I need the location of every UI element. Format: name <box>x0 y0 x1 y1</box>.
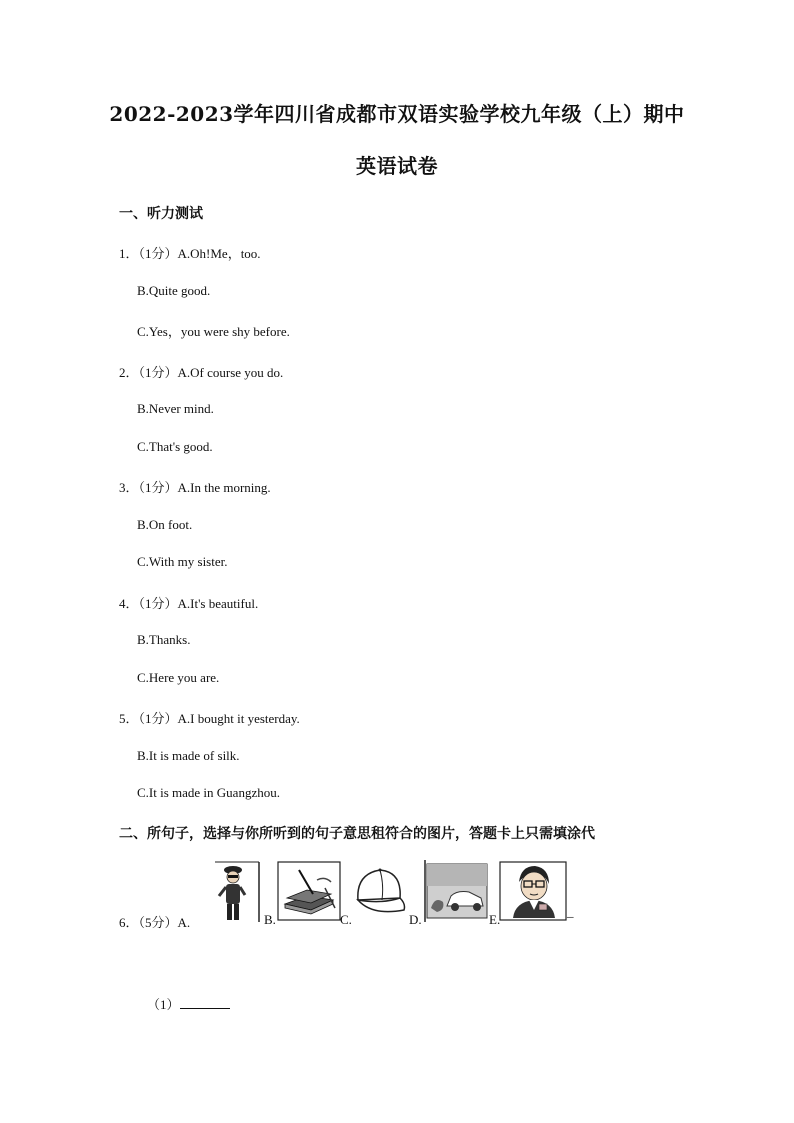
question-1-option-c: C.Yes，you were shy before. <box>137 324 290 339</box>
question-5-option-b: B.It is made of silk. <box>137 748 240 763</box>
answer-blank-line <box>180 996 230 1009</box>
man-with-glasses-icon <box>499 860 567 922</box>
question-6-pictures <box>119 860 589 930</box>
question-2: 2．（1分）A.Of course you do. <box>119 365 284 380</box>
car-icon <box>423 860 489 922</box>
question-4-option-c: C.Here you are. <box>137 670 220 685</box>
exam-title-line2: 英语试卷 <box>356 154 438 178</box>
option-e-dash: _ <box>567 904 574 919</box>
option-e-label: E. <box>489 912 501 927</box>
question-3-option-b: B.On foot. <box>137 517 193 532</box>
question-1: 1．（1分）A.Oh!Me，too. <box>119 246 261 261</box>
question-4-option-b: B.Thanks. <box>137 632 191 647</box>
question-3-option-c: C.With my sister. <box>137 554 228 569</box>
question-2-option-b: B.Never mind. <box>137 401 214 416</box>
question-5-option-c: C.It is made in Guangzhou. <box>137 785 280 800</box>
option-b-label: B. <box>264 912 276 927</box>
books-icon <box>277 860 341 922</box>
cap-icon <box>352 860 408 922</box>
option-c-label: C. <box>340 912 352 927</box>
policeman-icon <box>201 860 261 924</box>
section-pictures: 二、所句子，选择与你所听到的句子意思租符合的图片，答题卡上只需填涂代 <box>119 826 595 842</box>
option-d-label: D. <box>409 912 422 927</box>
question-5: 5．（1分）A.I bought it yesterday. <box>119 711 300 726</box>
question-6-prefix: 6．（5分）A. <box>119 915 191 930</box>
question-2-option-c: C.That's good. <box>137 439 213 454</box>
question-3: 3．（1分）A.In the morning. <box>119 480 271 495</box>
exam-title-line1: 2022-2023学年四川省成都市双语实验学校九年级（上）期中 <box>109 102 685 126</box>
section-listening: 一、听力测试 <box>119 206 203 222</box>
question-4: 4．（1分）A.It's beautiful. <box>119 596 259 611</box>
question-1-option-b: B.Quite good. <box>137 283 211 298</box>
answer-blank-1[interactable]: （1） <box>147 994 230 1013</box>
